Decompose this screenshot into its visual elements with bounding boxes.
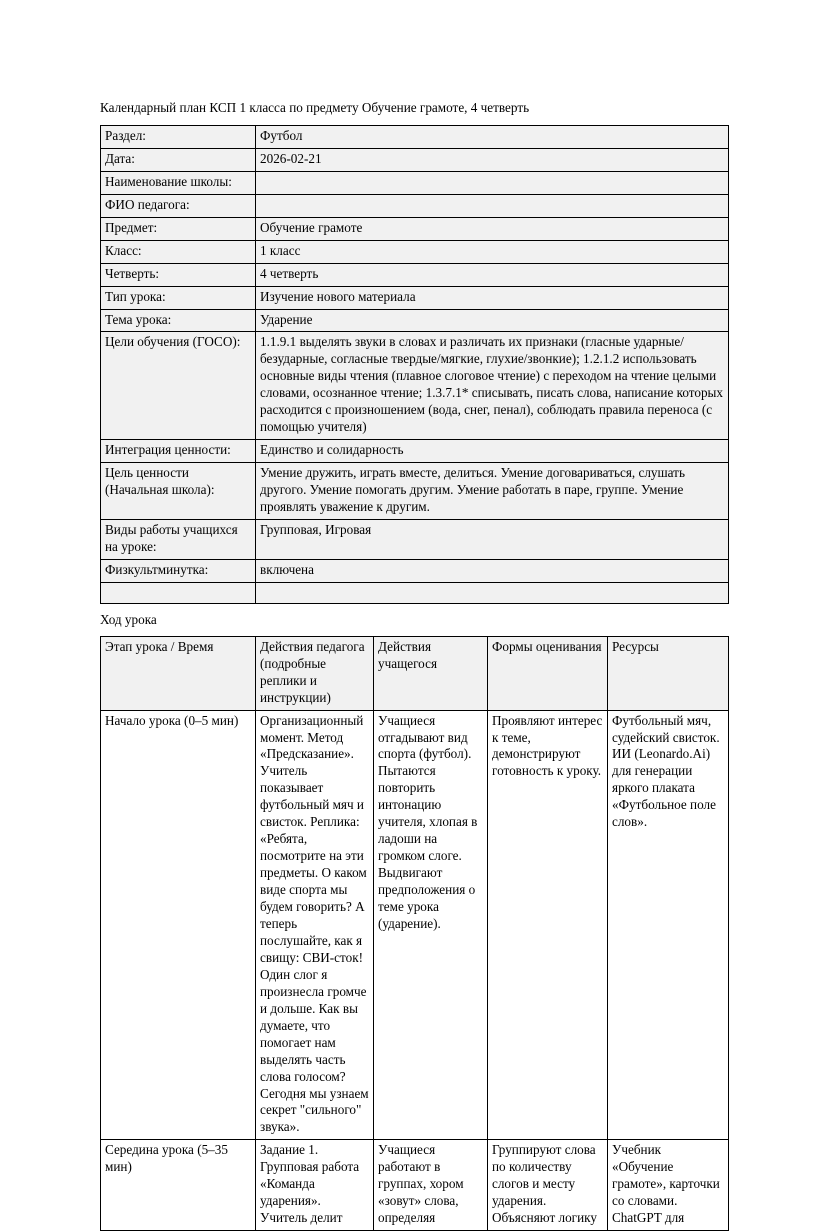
info-value: Групповая, Игровая — [256, 520, 729, 560]
cell-resources: Учебник «Обучение грамоте», карточки со словами. ChatGPT для — [608, 1140, 729, 1231]
info-label: Цель ценности (Начальная школа): — [101, 463, 256, 520]
info-value — [256, 194, 729, 217]
info-value: Умение дружить, играть вместе, делиться. Умение договариваться, слушать другого. Умение помогать другим. Умение работать в паре, группе. Умение проявлять уважение к другим. — [256, 463, 729, 520]
table-row — [101, 217, 729, 240]
column-header-stage: Этап урока / Время — [101, 636, 256, 710]
column-header-student: Действия учащегося — [374, 636, 488, 710]
info-value: Футбол — [256, 125, 729, 148]
info-label: Четверть: — [101, 263, 256, 286]
info-label — [101, 582, 256, 603]
lesson-flow-head — [101, 636, 729, 710]
column-header-assessment: Формы оценивания — [488, 636, 608, 710]
cell-resources: Футбольный мяч, судейский свисток. ИИ (Leonardo.Ai) для генерации яркого плаката «Футбольное поле слов». — [608, 710, 729, 1140]
table-row — [101, 125, 729, 148]
info-label: Дата: — [101, 148, 256, 171]
cell-teacher: Задание 1. Групповая работа «Команда ударения». Учитель делит — [256, 1140, 374, 1231]
info-value: 4 четверть — [256, 263, 729, 286]
info-label: Физкультминутка: — [101, 559, 256, 582]
lesson-flow-table — [100, 636, 729, 1231]
info-label: Цели обучения (ГОСО): — [101, 332, 256, 440]
info-label: Тип урока: — [101, 286, 256, 309]
column-header-resources: Ресурсы — [608, 636, 729, 710]
table-row — [101, 440, 729, 463]
cell-stage: Начало урока (0–5 мин) — [101, 710, 256, 1140]
info-value: Единство и солидарность — [256, 440, 729, 463]
info-value: Обучение грамоте — [256, 217, 729, 240]
table-row — [101, 263, 729, 286]
column-header-teacher: Действия педагога (подробные реплики и инструкции) — [256, 636, 374, 710]
table-row — [101, 559, 729, 582]
table-row — [101, 1140, 729, 1231]
cell-stage: Середина урока (5–35 мин) — [101, 1140, 256, 1231]
lesson-flow-body — [101, 710, 729, 1231]
cell-teacher: Организационный момент. Метод «Предсказание». Учитель показывает футбольный мяч и свисток. Реплика: «Ребята, посмотрите на эти предметы. О каком виде спорта мы будем говорить? А теперь послушайте, как я свищу: СВИ-сток! Один слог я произнесла громче и дольше. Как вы думаете, что помогает нам выделять часть слова голосом? Сегодня мы узнаем секрет "сильного" звука». — [256, 710, 374, 1140]
info-value: включена — [256, 559, 729, 582]
info-label: Наименование школы: — [101, 171, 256, 194]
table-row — [101, 148, 729, 171]
table-header-row — [101, 636, 729, 710]
table-row — [101, 171, 729, 194]
info-label: Предмет: — [101, 217, 256, 240]
lesson-flow-heading: Ход урока — [100, 611, 157, 627]
info-label: ФИО педагога: — [101, 194, 256, 217]
cell-assessment: Группируют слова по количеству слогов и месту ударения. Объясняют логику — [488, 1140, 608, 1231]
info-label: Класс: — [101, 240, 256, 263]
table-row — [101, 463, 729, 520]
info-value: 1.1.9.1 выделять звуки в словах и различать их признаки (гласные ударные/безударные, согласные твердые/мягкие, глухие/звонкие); 1.2.1.2 использовать основные виды чтения (плавное слоговое чтение) с переходом на чтение целыми словами, осознанное чтение; 1.3.7.1* списывать, писать слова, написание которых расходится с произношением (вода, снег, пенал), соблюдать правила переноса (с помощью учителя) — [256, 332, 729, 440]
cell-student: Учащиеся отгадывают вид спорта (футбол). Пытаются повторить интонацию учителя, хлопая в ладоши на громком слоге. Выдвигают предположения о теме урока (ударение). — [374, 710, 488, 1140]
info-value: Изучение нового материала — [256, 286, 729, 309]
table-row — [101, 520, 729, 560]
info-label: Тема урока: — [101, 309, 256, 332]
lesson-info-body — [101, 125, 729, 603]
table-row — [101, 286, 729, 309]
info-value — [256, 582, 729, 603]
cell-assessment: Проявляют интерес к теме, демонстрируют готовность к уроку. — [488, 710, 608, 1140]
table-row-blank — [101, 582, 729, 603]
info-value — [256, 171, 729, 194]
lesson-info-table — [100, 125, 729, 604]
table-row — [101, 194, 729, 217]
cell-student: Учащиеся работают в группах, хором «зовут» слова, определяя — [374, 1140, 488, 1231]
info-value: 2026-02-21 — [256, 148, 729, 171]
info-value: 1 класс — [256, 240, 729, 263]
table-row — [101, 332, 729, 440]
info-value: Ударение — [256, 309, 729, 332]
info-label: Раздел: — [101, 125, 256, 148]
table-row — [101, 309, 729, 332]
info-label: Виды работы учащихся на уроке: — [101, 520, 256, 560]
table-row — [101, 240, 729, 263]
info-label: Интеграция ценности: — [101, 440, 256, 463]
page-title: Календарный план КСП 1 класса по предмету Обучение грамоте, 4 четверть — [100, 100, 530, 115]
table-row — [101, 710, 729, 1140]
